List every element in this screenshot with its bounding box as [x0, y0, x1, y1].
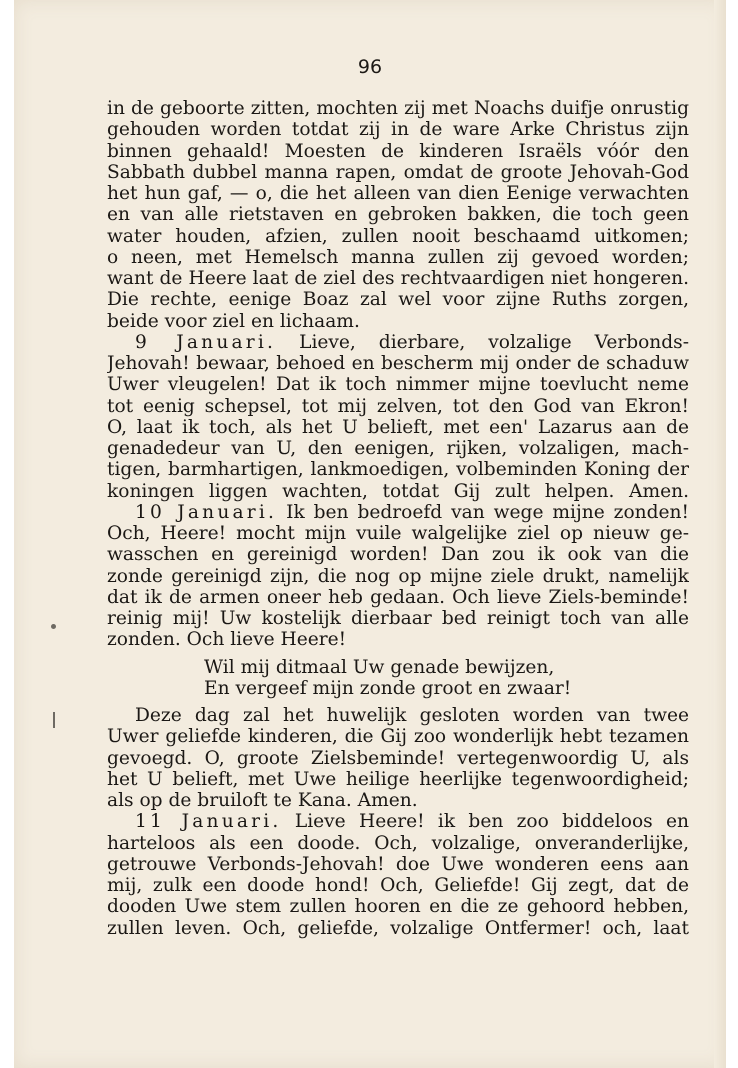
text-line: O, laat ik toch, als het U belieft, met een' Lazarus aan de [107, 416, 689, 438]
paragraph-2 [107, 705, 689, 811]
page-number: 96 [357, 56, 383, 78]
entry-first-line [107, 811, 689, 832]
entry-11-januari [107, 811, 689, 939]
entry-first-line-text: Lieve, dierbare, volzalige Verbonds- [299, 331, 689, 353]
entry-first-line [107, 332, 689, 353]
text-line: o neen, met Hemelsch manna zullen zij gevoed worden; [107, 246, 689, 268]
text-line: zullen leven. Och, geliefde, volzalige Ontfermer! och, laat [107, 917, 689, 939]
text-line: reinig mij! Uw kostelijk dierbaar bed reinigt toch van alle [107, 608, 689, 629]
verse-line: En vergeef mijn zonde groot en zwaar! [204, 677, 572, 699]
text-line: water houden, afzien, zullen nooit beschaamd uitkomen; [107, 225, 689, 247]
text-line: Och, Heere! mocht mijn vuile walgelijke ziel op nieuw ge- [107, 523, 689, 544]
text-line: tigen, barmhartigen, lankmoedigen, volbeminden Koning der [107, 459, 689, 481]
verse [107, 651, 689, 706]
text-line: het hun gaf, — o, die het alleen van dien Eenige verwachten [107, 183, 689, 204]
entry-first-line-text: Ik ben bedroefd van wege mijne zonden! [286, 501, 689, 523]
verse-line: Wil mij ditmaal Uw genade bewijzen, [204, 656, 555, 678]
text-line: en van alle rietstaven en gebroken bakken, die toch geen [107, 204, 689, 226]
entry-first-line-text: Lieve Heere! ik ben zoo biddeloos en [294, 811, 689, 833]
text-line: harteloos als een doode. Och, volzalige, onveranderlijke, [107, 832, 689, 854]
text-line: Jehovah! bewaar, behoed en bescherm mij onder de schaduw [107, 353, 689, 374]
text-line: Deze dag zal het huwelijk gesloten worden van twee [135, 705, 689, 726]
text-line: getrouwe Verbonds-Jehovah! doe Uwe wonderen eens aan [107, 853, 689, 875]
text-line: het U belieft, met Uwe heilige heerlijke tegenwoordigheid; [107, 768, 689, 790]
text-line: Sabbath dubbel manna rapen, omdat de groote Jehovah-God [107, 161, 689, 183]
text-line: als op de bruiloft te Kana. Amen. [107, 790, 418, 811]
text-line: Uwer geliefde kinderen, die Gij zoo wonderlijk hebt tezamen [107, 726, 689, 748]
text-line: zonde gereinigd zijn, die nog op mijne ziele drukt, namelijk [107, 565, 689, 587]
margin-pencil-tick [53, 712, 55, 728]
text-line: dat ik de armen oneer heb gedaan. Och lieve Ziels-beminde! [107, 586, 689, 608]
page-edge-shadow [714, 0, 726, 1068]
text-line: gehouden worden totdat zij in de ware Arke Christus zijn [107, 119, 689, 141]
entry-9-januari [107, 332, 689, 502]
text-line: want de Heere laat de ziel des rechtvaardigen niet hongeren. [107, 268, 689, 289]
text-line: Die rechte, eenige Boaz zal wel voor zijne Ruths zorgen, [107, 289, 689, 311]
paragraph-1 [107, 98, 689, 332]
text-line: Uwer vleugelen! Dat ik toch nimmer mijne toevlucht neme [107, 374, 689, 396]
entry-date: 10 Januari. [135, 501, 278, 523]
text-line: gevoegd. O, groote Zielsbeminde! vertegenwoordig U, als [107, 747, 689, 769]
text-line: wasschen en gereinigd worden! Dan zou ik ook van die [107, 544, 689, 566]
text-line: binnen gehaald! Moesten de kinderen Israëls vóór den [107, 140, 689, 162]
text-line: koningen liggen wachten, totdat Gij zult helpen. Amen. [107, 480, 689, 502]
entry-date: 9 Januari. [135, 331, 277, 353]
page-text [107, 98, 689, 939]
text-line: dooden Uwe stem zullen hooren en die ze gehoord hebben, [107, 896, 689, 918]
margin-dot-mark [51, 624, 56, 629]
entry-10-januari [107, 502, 689, 651]
book-page [14, 0, 726, 1068]
text-line: beide voor ziel en lichaam. [107, 310, 360, 332]
text-line: in de geboorte zitten, mochten zij met Noachs duifje onrustig [107, 98, 689, 119]
text-line: genadedeur van U, den eenigen, rijken, volzaligen, mach- [107, 438, 689, 459]
entry-first-line [107, 502, 689, 523]
text-line: zonden. Och lieve Heere! [107, 629, 347, 651]
text-line: tot eenig schepsel, tot mij zelven, tot den God van Ekron! [107, 395, 689, 417]
text-line: mij, zulk een doode hond! Och, Geliefde! Gij zegt, dat de [107, 875, 689, 896]
entry-date: 11 Januari. [135, 811, 282, 833]
